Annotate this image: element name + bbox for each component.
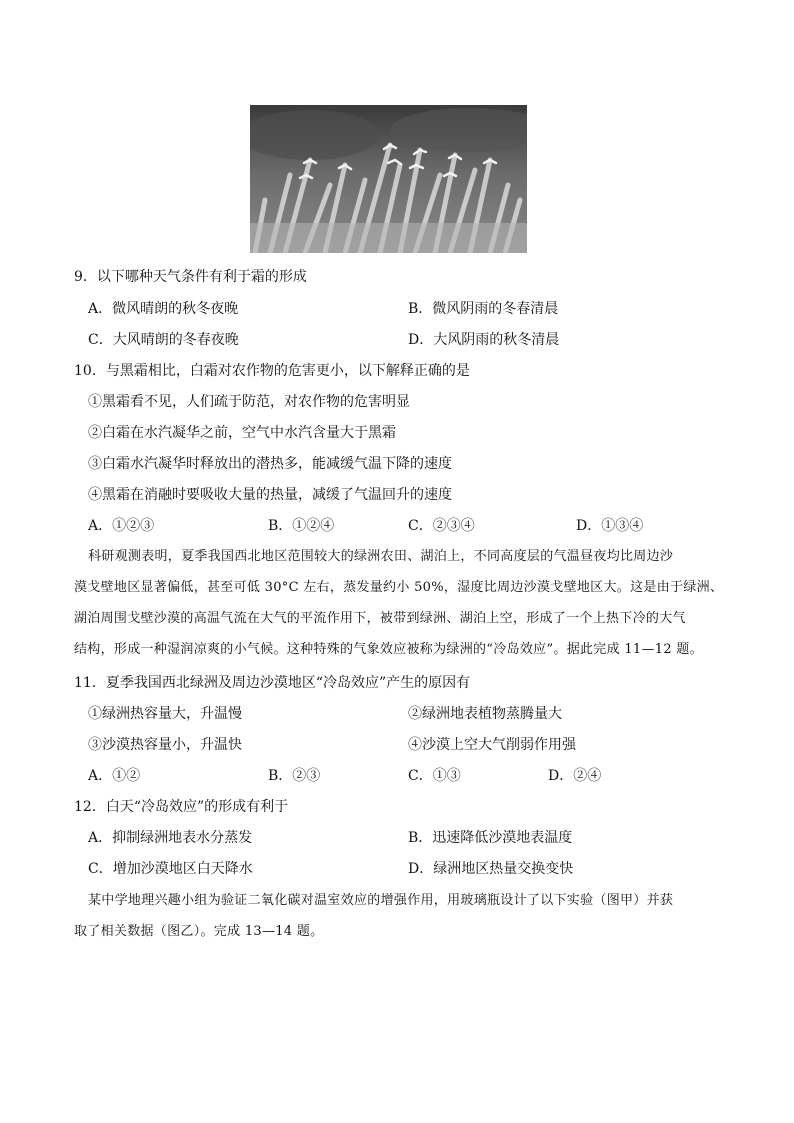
q10-stem: 10．与黑霜相比，白霜对农作物的危害更小，以下解释正确的是 (74, 363, 470, 379)
q10-option-c[interactable]: C．②③④ (408, 518, 475, 534)
q9-stem: 9．以下哪种天气条件有利于霜的形成 (74, 269, 307, 285)
passage1-line-3: 湖泊周围戈壁沙漠的高温气流在大气的平流作用下，被带到绿洲、湖泊上空，形成了一个上热下冷的大气 (74, 611, 686, 626)
q11-item-4: ④沙漠上空大气削弱作用强 (408, 737, 576, 753)
q11-item-2: ②绿洲地表植物蒸腾量大 (408, 706, 562, 722)
q10-item-3: ③白霜水汽凝华时释放出的潜热多，能减缓气温下降的速度 (88, 456, 452, 472)
q10-option-a[interactable]: A．①②③ (88, 518, 155, 534)
q10-option-d[interactable]: D．①③④ (576, 518, 644, 534)
q12-stem: 12．白天“冷岛效应”的形成有利于 (74, 799, 289, 815)
q10-item-1: ①黑霜看不见，人们疏于防范，对农作物的危害明显 (88, 394, 410, 410)
q10-option-b[interactable]: B．①②④ (268, 518, 335, 534)
q11-option-c[interactable]: C．①③ (408, 768, 461, 784)
q10-item-4: ④黑霜在消融时要吸收大量的热量，减缓了气温回升的速度 (88, 487, 452, 503)
q11-option-d[interactable]: D．②④ (548, 768, 602, 784)
q9-option-b[interactable]: B．微风阴雨的冬春清晨 (408, 301, 559, 317)
q12-option-d[interactable]: D．绿洲地区热量交换变快 (408, 861, 574, 877)
passage1-line-2: 漠戈壁地区显著偏低，甚至可低 30°C 左右，蒸发量约小 50%，湿度比周边沙漠戈壁地区大。这是由于绿洲、 (74, 580, 724, 595)
passage2-line-1: 某中学地理兴趣小组为验证二氧化碳对温室效应的增强作用，用玻璃瓶设计了以下实验（图甲）并获 (88, 893, 674, 908)
frost-grass-photo (250, 105, 527, 253)
q11-item-1: ①绿洲热容量大，升温慢 (88, 706, 242, 722)
q11-option-b[interactable]: B．②③ (268, 768, 321, 784)
q12-option-a[interactable]: A．抑制绿洲地表水分蒸发 (88, 830, 253, 846)
q10-item-2: ②白霜在水汽凝华之前，空气中水汽含量大于黑霜 (88, 425, 396, 441)
q12-option-b[interactable]: B．迅速降低沙漠地表温度 (408, 830, 573, 846)
q11-item-3: ③沙漠热容量小，升温快 (88, 737, 242, 753)
passage1-line-4: 结构，形成一种湿润凉爽的小气候。这种特殊的气象效应被称为绿洲的“冷岛效应”。据此完成 11—12 题。 (74, 642, 703, 657)
q11-option-a[interactable]: A．①② (88, 768, 141, 784)
q9-option-d[interactable]: D．大风阴雨的秋冬清晨 (408, 332, 560, 348)
q11-stem: 11．夏季我国西北绿洲及周边沙漠地区“冷岛效应”产生的原因有 (74, 675, 471, 691)
passage1-line-1: 科研观测表明，夏季我国西北地区范围较大的绿洲农田、湖泊上，不同高度层的气温昼夜均比周边沙 (88, 549, 674, 564)
q9-option-c[interactable]: C．大风晴朗的冬春夜晚 (88, 332, 239, 348)
q12-option-c[interactable]: C．增加沙漠地区白天降水 (88, 861, 253, 877)
q9-option-a[interactable]: A．微风晴朗的秋冬夜晚 (88, 301, 239, 317)
passage2-line-2: 取了相关数据（图乙）。完成 13—14 题。 (74, 924, 324, 939)
